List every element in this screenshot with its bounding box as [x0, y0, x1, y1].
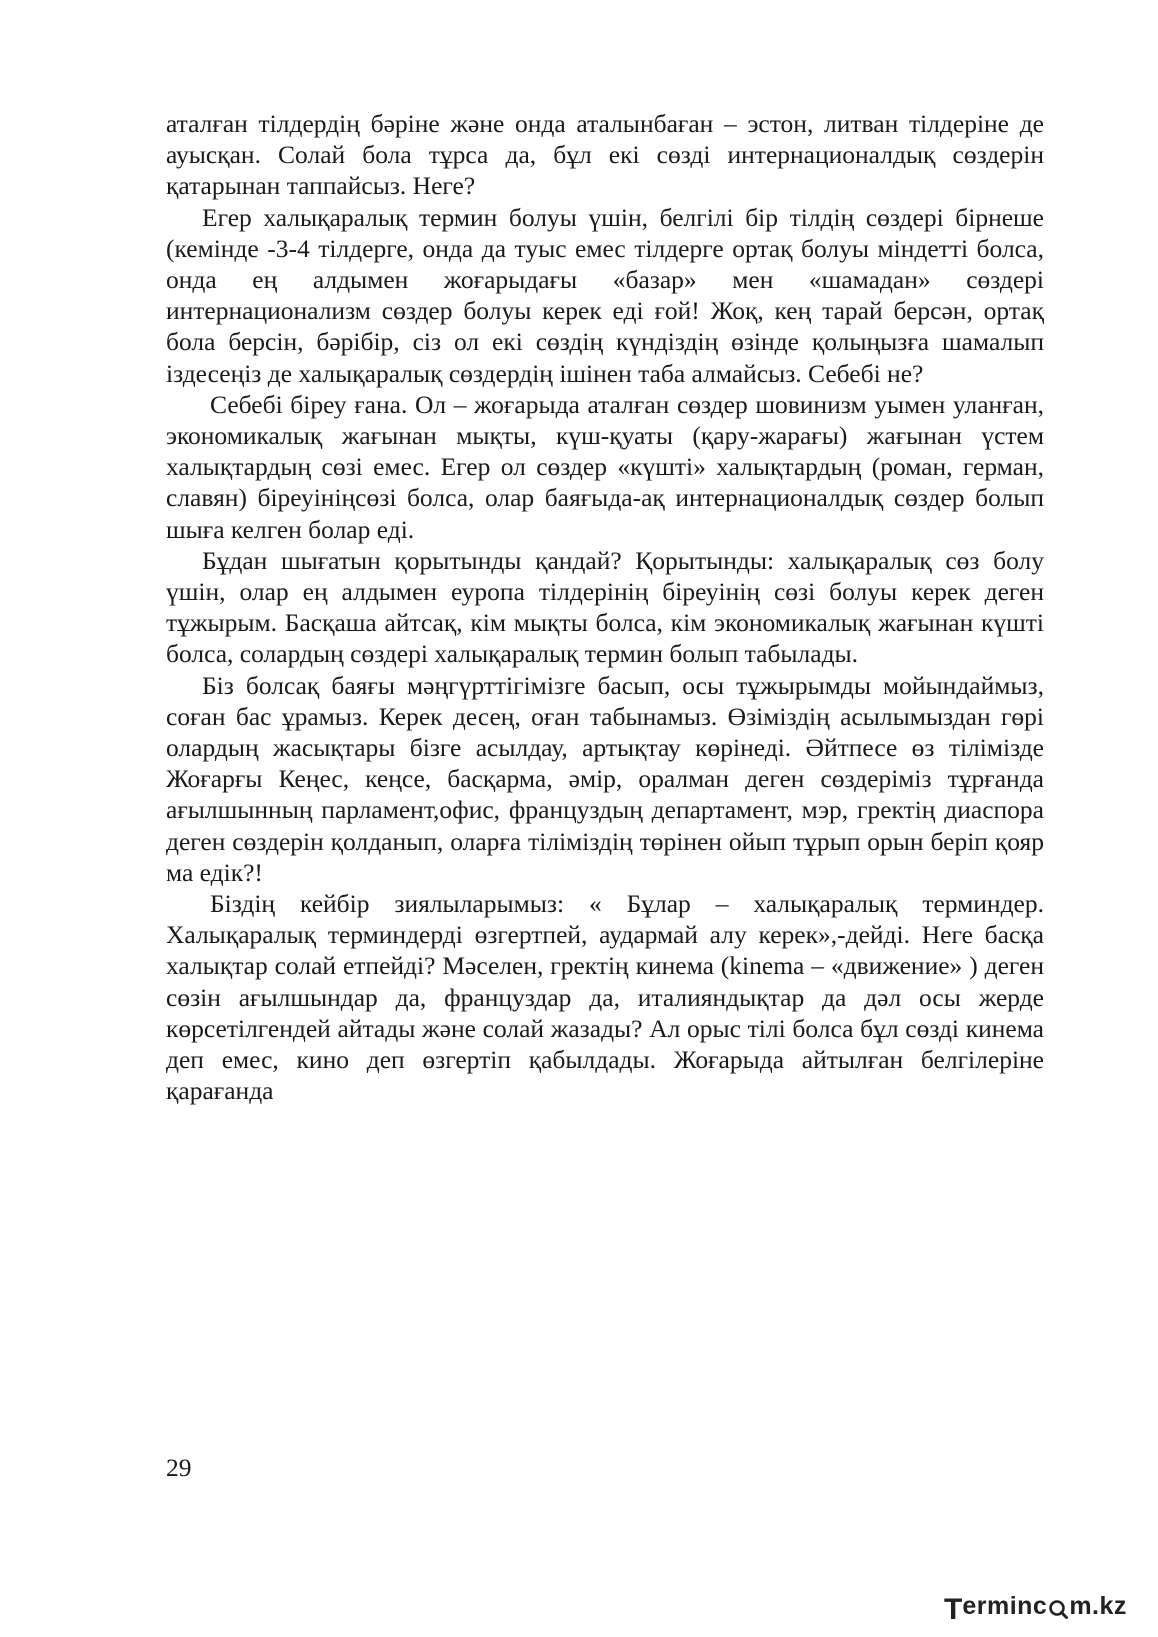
- site-watermark: [944, 1589, 1127, 1626]
- paragraph-6: Біздің кейбір зиялыларымыз: « Бұлар – халықаралық терминдер. Халықаралық терминдерді өзгертпей, аудармай алу керек»,-дейді. Неге басқа халықтар солай етпейді? Мәселен, гректің кинема (kinema – «движение» ) деген сөзін ағылшындар да, француздар да, италияндықтар да дәл осы жерде көрсетілгендей айтады және солай жазады? Ал орыс тілі болса бұл сөзді кинема деп емес, кино деп өзгертіп қабылдады. Жоғарыда айтылған белгілеріне қарағанда: [166, 889, 1044, 1106]
- paragraph-3: Себебі біреу ғана. Ол – жоғарыда аталған сөздер шовинизм уымен уланған, экономикалық жағынан мықты, күш-қуаты (қару-жарағы) жағынан үстем халықтардың сөзі емес. Егер ол сөздер «күшті» халықтардың (роман, герман, славян) біреуініңсөзі болса, олар баяғыда-ақ интернационалдық сөздер болып шыға келген болар еді.: [166, 389, 1044, 544]
- magnifier-o-icon: [1048, 1599, 1068, 1619]
- paragraph-1: аталған тілдердің бәріне және онда аталынбаған – эстон, литван тілдеріне де ауысқан. Солай бола тұрса да, бұл екі сөзді интернационалдық сөздерін қатарынан таппайсыз. Неге?: [166, 109, 1044, 201]
- watermark-middle: erminc: [962, 1592, 1048, 1620]
- paragraph-5: Біз болсақ баяғы мәңгүрттігімізге басып, осы тұжырымды мойындаймыз, соған бас ұрамыз. Керек десең, оған табынамыз. Өзіміздің асылымыздан гөрі олардың жасықтары бізге асылдау, артықтау көрінеді. Әйтпесе өз тілімізде Жоғарғы Кеңес, кеңсе, басқарма, әмір, оралман деген сөздеріміз тұрғанда ағылшынның парламент,офис, француздың департамент, мэр, гректің диаспора деген сөздерін қолданып, оларға тіліміздің төрінен ойып тұрып орын беріп қояр ма едік?!: [166, 670, 1044, 887]
- paragraph-2: Егер халықаралық термин болуы үшін, белгілі бір тілдің сөздері бірнеше (кемінде -3-4 тілдерге, онда да туыс емес тілдерге ортақ болуы міндетті болса, онда ең алдымен жоғарыдағы «базар» мен «шамадан» сөздері интернационализм сөздер болуы керек еді ғой! Жоқ, кең тарай берсән, ортақ бола берсін, бәрібір, сіз ол екі сөздің күндіздің өзінде қолыңызға шамалып іздесеңіз де халықаралық сөздердің ішінен таба алмайсыз. Себебі не?: [166, 202, 1044, 388]
- paragraph-4: Бұдан шығатын қорытынды қандай? Қорытынды: халықаралық сөз болу үшін, олар ең алдымен еуропа тілдерінің біреуінің сөзі болуы керек деген тұжырым. Басқаша айтсақ, кім мықты болса, кім экономикалық жағынан күшті болса, солардың сөздері халықаралық термин болып табылады.: [166, 545, 1044, 669]
- watermark-first-letter: T: [944, 1593, 963, 1626]
- body-text: [166, 108, 1044, 1107]
- watermark-tail: m.kz: [1069, 1592, 1127, 1620]
- page-number: 29: [166, 1453, 192, 1482]
